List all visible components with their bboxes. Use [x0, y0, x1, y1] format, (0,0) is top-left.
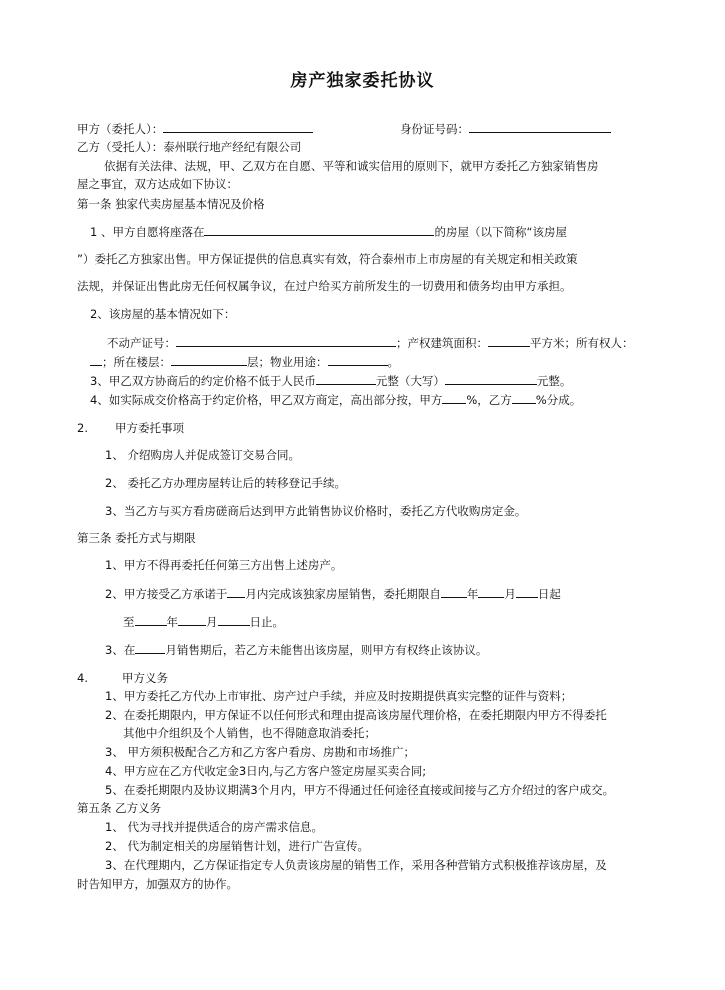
cert-number-blank[interactable]	[176, 334, 396, 347]
clause-text: 月	[504, 587, 516, 601]
id-number-blank[interactable]	[469, 120, 611, 133]
clause-line	[90, 223, 567, 240]
clause-text: 2、在委托期限内，甲方保证不以任何形式和理由提高该房屋代理价格，在委托期限内甲方不得委托	[105, 708, 607, 722]
clause-text: 不动产证号：	[107, 336, 176, 350]
party-b-share-blank[interactable]	[512, 391, 536, 404]
clause-text: 5、在委托期限内及协议期满3个月内，甲方不得通过任何途径直接或间接与乙方介绍过的客户成交。	[105, 783, 615, 797]
id-number-line	[400, 120, 611, 137]
clause-text: ”）委托乙方独家出售。甲方保证提供的信息真实有效，符合泰州市上市房屋的有关规定和相关政策	[77, 252, 578, 266]
party-a-blank[interactable]	[163, 120, 313, 133]
clause-text: 4、甲方应在乙方代收定金3日内,与乙方客户签定房屋买卖合同;	[105, 764, 427, 778]
party-b-line: 乙方（受托人）：泰州联行地产经纪有限公司	[77, 140, 302, 154]
party-a-share-blank[interactable]	[442, 391, 466, 404]
clause-text: 2、该房屋的基本情况如下：	[90, 307, 236, 321]
clause-text: 3、当乙方与买方看房磋商后达到甲方此销售协议价格时，委托乙方代收购房定金。	[105, 504, 527, 518]
clause-text: %分成。	[535, 393, 582, 407]
term-line	[123, 613, 284, 630]
clause-text: ；所在楼层：	[102, 355, 171, 369]
clause-text: 月	[206, 615, 218, 629]
price-uppercase-blank[interactable]	[445, 372, 537, 385]
start-year-blank[interactable]	[441, 585, 467, 598]
end-day-blank[interactable]	[218, 613, 250, 626]
clause-text: %，乙方	[466, 393, 512, 407]
clause-text: 1、甲方委托乙方代办上市审批、房产过户手续，并应及时按期提供真实完整的证件与资料；	[105, 689, 573, 703]
clause-text: 3、在代理期内，乙方保证指定专人负责该房屋的销售工作，采用各种营销方式积极推荐该房屋，及	[105, 858, 607, 872]
clause-text: 1 、甲方自愿将座落在	[90, 225, 205, 239]
clause-text: 元整（大写）	[375, 374, 445, 388]
floor-blank[interactable]	[171, 353, 247, 366]
clause-text: 月销售期后，若乙方未能售出该房屋，则甲方有权终止该协议。	[165, 643, 488, 657]
area-blank[interactable]	[488, 334, 530, 347]
clause-text: 1、甲方不得再委托任何第三方出售上述房产。	[105, 558, 343, 572]
clause-text: 1、 介绍购房人并促成签订交易合同。	[105, 448, 300, 462]
clause-text: 。	[387, 355, 399, 369]
owner-blank[interactable]	[90, 353, 102, 366]
term-line	[105, 585, 561, 602]
id-number-label: 身份证号码：	[400, 122, 469, 136]
clause-text: 3、 甲方须积极配合乙方和乙方客户看房、房勘和市场推广；	[105, 745, 415, 759]
clause-text: 3、甲乙双方协商后的约定价格不低于人民币	[90, 374, 316, 388]
start-month-blank[interactable]	[478, 585, 504, 598]
section-number: 2.	[77, 421, 88, 435]
split-line	[90, 391, 581, 408]
party-a-label: 甲方（委托人）：	[77, 122, 164, 136]
usage-blank[interactable]	[328, 353, 388, 366]
clause-text: 平方米；所有权人：	[530, 336, 634, 350]
clause-text: 层；物业用途：	[247, 355, 328, 369]
section-heading: 第三条 委托方式与期限	[77, 531, 196, 545]
property-info-line	[90, 353, 399, 370]
clause-line	[105, 641, 487, 658]
address-blank[interactable]	[204, 223, 434, 236]
clause-text: 3、在	[105, 643, 136, 657]
sales-period-blank[interactable]	[135, 641, 165, 654]
clause-text: 至	[123, 615, 135, 629]
end-month-blank[interactable]	[178, 613, 206, 626]
intro-text: 屋之事宜，双方达成如下协议：	[77, 177, 238, 191]
price-blank[interactable]	[316, 372, 376, 385]
clause-text: 其他中介组织及个人销售，也不得随意取消委托；	[123, 726, 376, 740]
start-day-blank[interactable]	[516, 585, 538, 598]
section-heading: 第一条 独家代卖房屋基本情况及价格	[77, 197, 265, 211]
intro-text: 依据有关法律、法规，甲、乙双方在自愿、平等和诚实信用的原则下，就甲方委托乙方独家销售房	[104, 159, 599, 173]
clause-text: 4、如实际成交价格高于约定价格，甲乙双方商定，高出部分按，甲方	[90, 393, 443, 407]
clause-text: 法规，并保证出售此房无任何权属争议，在过户给买方前所发生的一切费用和债务均由甲方承担。	[77, 279, 572, 293]
property-info-line	[107, 334, 634, 351]
document-title: 房产独家委托协议	[290, 71, 435, 91]
price-line	[90, 372, 571, 389]
clause-text: 2、甲方接受乙方承诺于	[105, 587, 228, 601]
clause-text: 的房屋（以下简称“该房屋	[434, 225, 567, 239]
clause-text: 2、 委托乙方办理房屋转让后的转移登记手续。	[105, 476, 346, 490]
clause-text: 2、 代为制定相关的房屋销售计划，进行广告宣传。	[105, 839, 369, 853]
end-year-blank[interactable]	[135, 613, 167, 626]
clause-text: 日止。	[249, 615, 284, 629]
section-heading: 第五条 乙方义务	[77, 801, 162, 815]
clause-text: 年	[166, 615, 178, 629]
clause-text: 月内完成该独家房屋销售，委托期限自	[245, 587, 441, 601]
section-number: 4.	[77, 671, 88, 685]
clause-text: 日起	[537, 587, 561, 601]
clause-text: ；产权建筑面积：	[396, 336, 488, 350]
months-blank[interactable]	[227, 585, 245, 598]
clause-text: 时告知甲方，加强双方的协作。	[77, 877, 238, 891]
clause-text: 年	[466, 587, 479, 601]
clause-text: 1、 代为寻找并提供适合的房产需求信息。	[105, 820, 323, 834]
party-a-line	[77, 120, 313, 137]
clause-text: 元整。	[536, 374, 572, 388]
section-heading: 甲方委托事项	[115, 421, 184, 435]
section-heading: 甲方义务	[122, 671, 168, 685]
